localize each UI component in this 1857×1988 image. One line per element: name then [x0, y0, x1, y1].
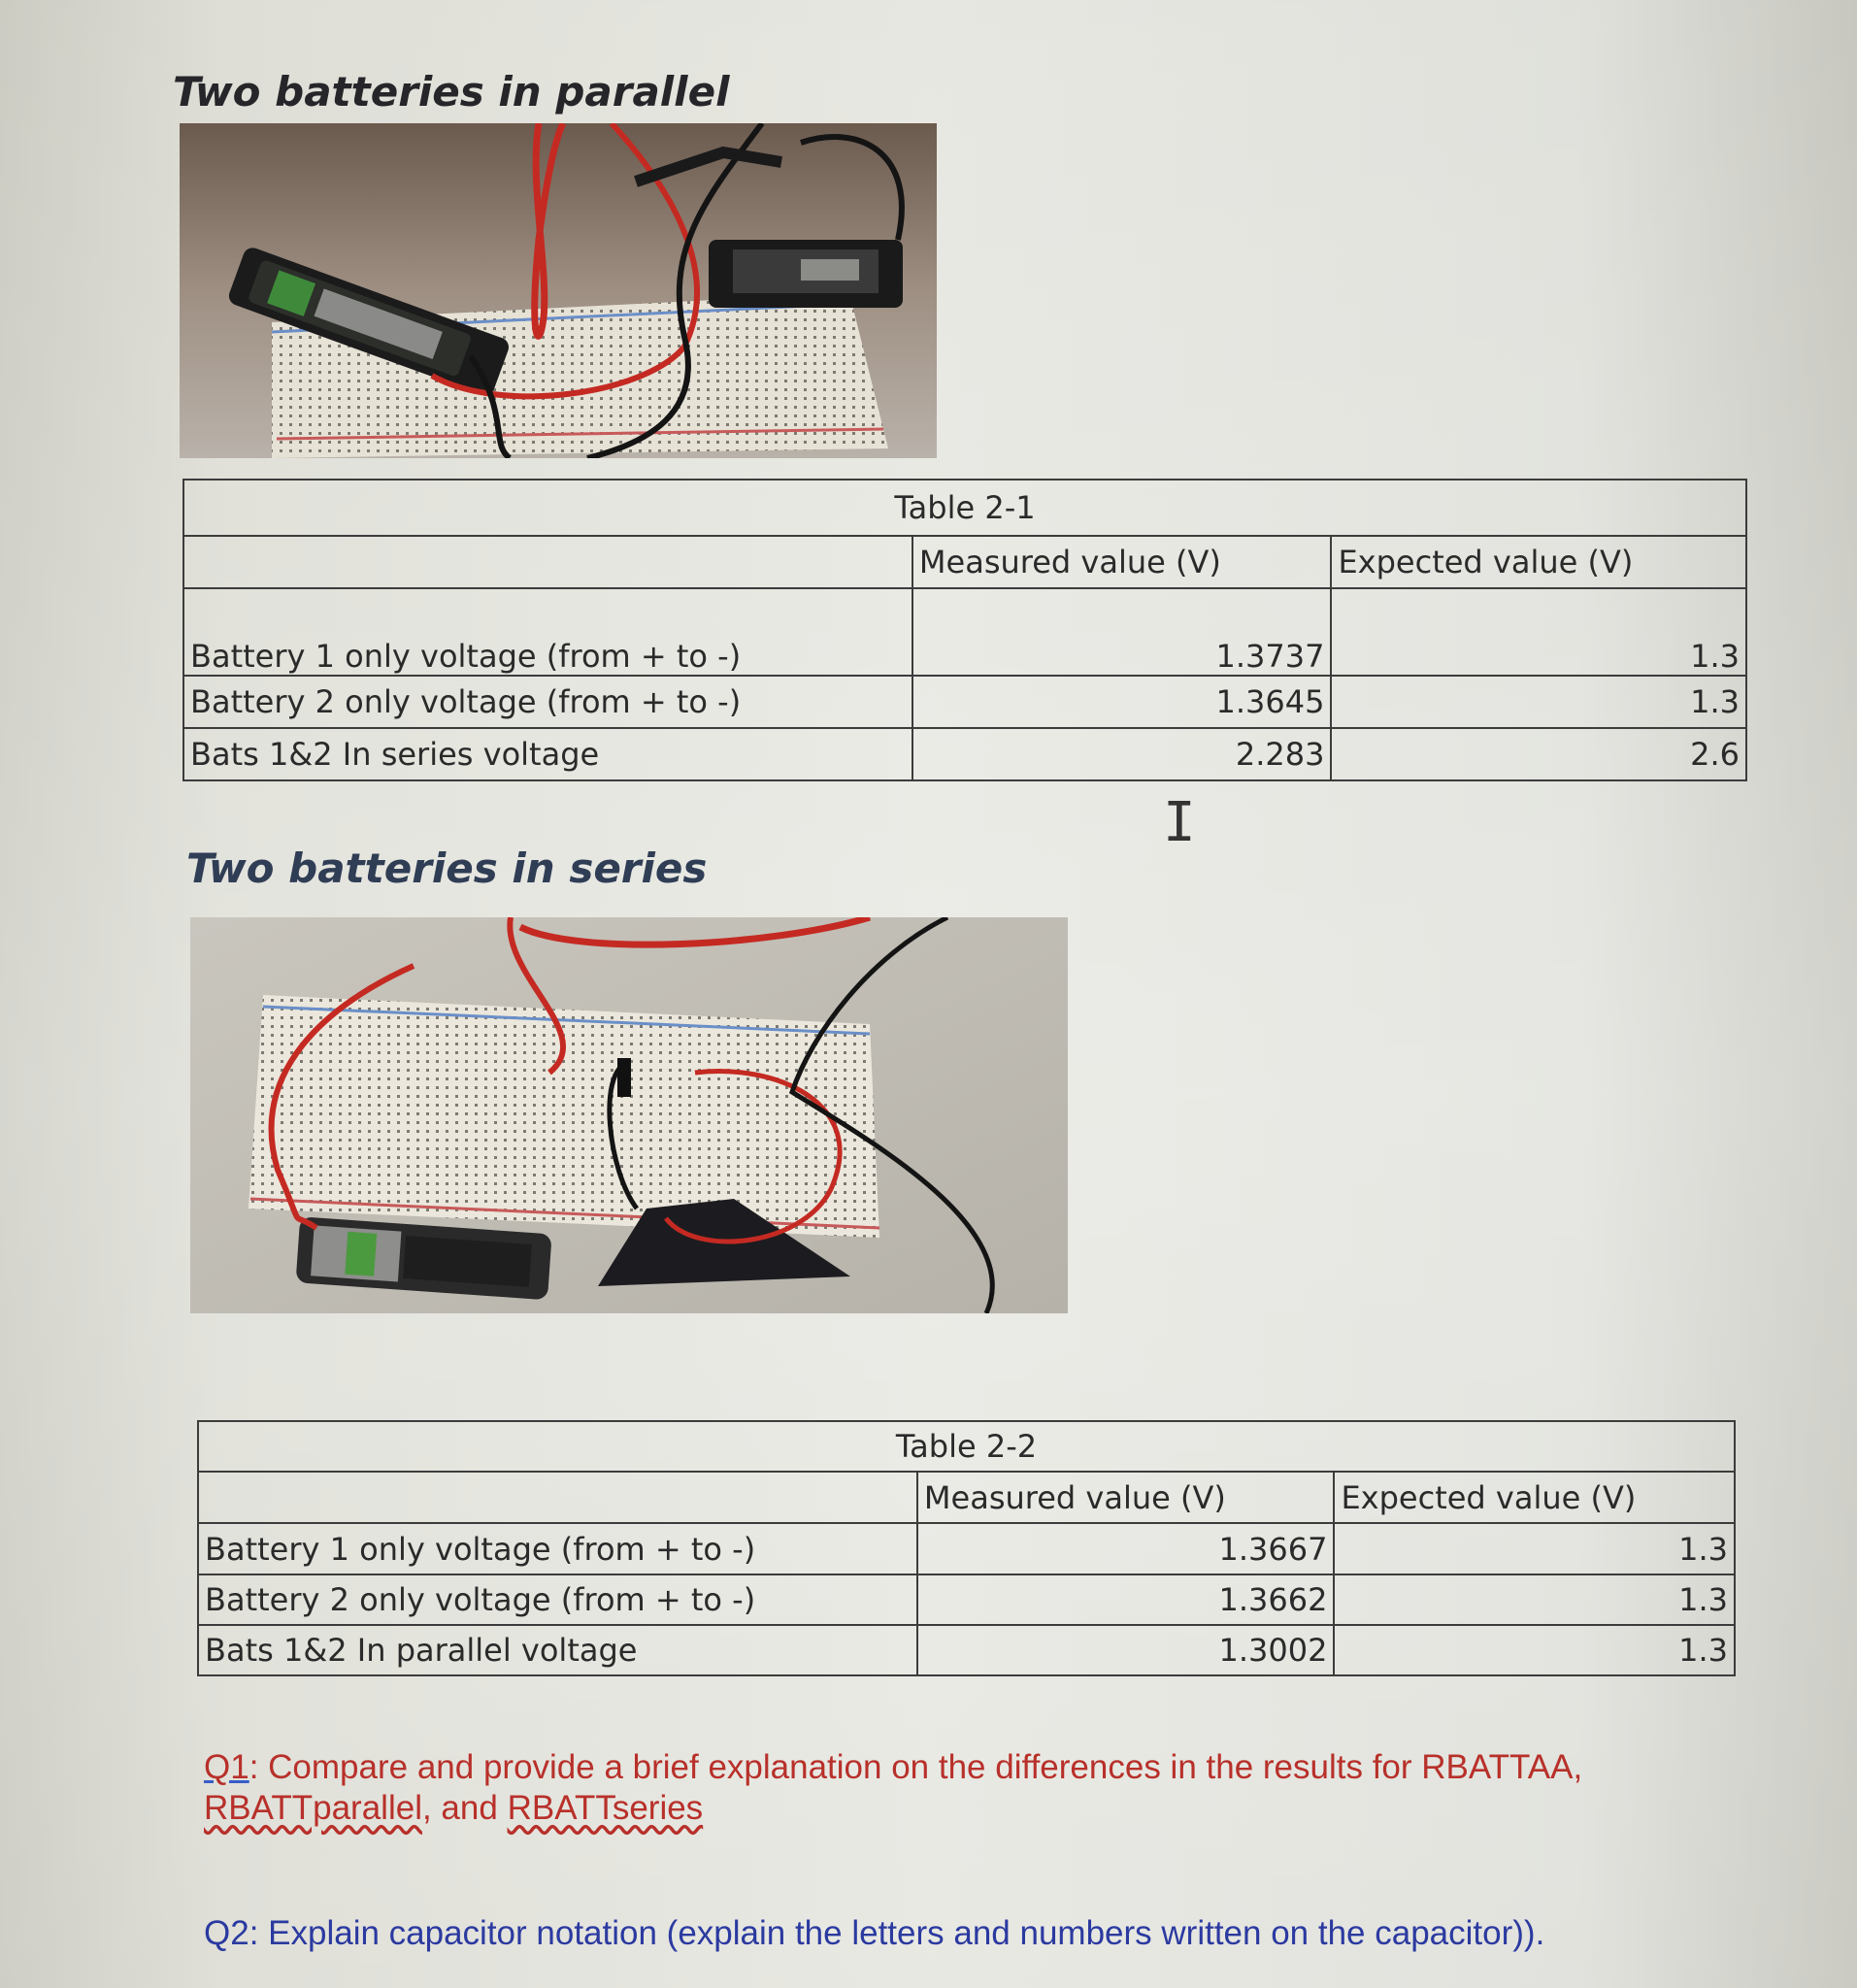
expected-value: 1.3	[1331, 588, 1746, 676]
measured-value: 1.3667	[917, 1523, 1335, 1574]
row-label: Bats 1&2 In series voltage	[183, 728, 912, 780]
series-heading: Two batteries in series	[186, 845, 708, 892]
question-1-number: Q1	[204, 1748, 249, 1786]
parallel-circuit-photo	[180, 123, 937, 458]
question-1-and: , and	[421, 1789, 498, 1827]
question-1-text: : Compare and provide a brief explanation on the differences in the results for RBATTAA,	[249, 1748, 1583, 1786]
table-2-1	[182, 479, 1747, 781]
measured-value: 1.3737	[912, 588, 1332, 676]
table-row	[198, 1523, 1735, 1574]
row-label: Battery 1 only voltage (from + to -)	[198, 1523, 917, 1574]
table-2-2-col-measured: Measured value (V)	[917, 1472, 1335, 1523]
table-2-2	[197, 1420, 1736, 1676]
table-row	[183, 588, 1746, 676]
row-label: Battery 2 only voltage (from + to -)	[183, 676, 912, 728]
term-rbatt-parallel: RBATTparallel	[204, 1789, 422, 1827]
expected-value: 1.3	[1334, 1625, 1735, 1675]
table-2-1-col-expected: Expected value (V)	[1331, 536, 1746, 588]
question-1-line-2	[204, 1788, 1582, 1829]
row-label: Battery 1 only voltage (from + to -)	[183, 588, 912, 676]
table-row	[183, 728, 1746, 780]
measured-value: 1.3002	[917, 1625, 1335, 1675]
text-cursor-icon: I	[1163, 791, 1196, 854]
parallel-heading: Two batteries in parallel	[173, 68, 730, 116]
question-1	[204, 1747, 1582, 1829]
row-label: Battery 2 only voltage (from + to -)	[198, 1574, 917, 1625]
series-circuit-photo	[190, 917, 1068, 1313]
measured-value: 2.283	[912, 728, 1332, 780]
table-row	[198, 1574, 1735, 1625]
table-row	[183, 676, 1746, 728]
table-row	[198, 1625, 1735, 1675]
expected-value: 1.3	[1334, 1574, 1735, 1625]
table-2-2-header-blank	[198, 1472, 917, 1523]
table-2-1-col-measured: Measured value (V)	[912, 536, 1332, 588]
expected-value: 2.6	[1331, 728, 1746, 780]
table-2-1-caption: Table 2-1	[183, 480, 1746, 536]
table-2-1-header-blank	[183, 536, 912, 588]
term-rbatt-series: RBATTseries	[507, 1789, 704, 1827]
row-label: Bats 1&2 In parallel voltage	[198, 1625, 917, 1675]
table-2-2-col-expected: Expected value (V)	[1334, 1472, 1735, 1523]
table-2-2-caption: Table 2-2	[198, 1421, 1735, 1472]
expected-value: 1.3	[1331, 676, 1746, 728]
question-1-line-1	[204, 1747, 1582, 1788]
expected-value: 1.3	[1334, 1523, 1735, 1574]
question-2: Q2: Explain capacitor notation (explain the letters and numbers written on the capacitor)).	[204, 1914, 1545, 1952]
measured-value: 1.3645	[912, 676, 1332, 728]
measured-value: 1.3662	[917, 1574, 1335, 1625]
